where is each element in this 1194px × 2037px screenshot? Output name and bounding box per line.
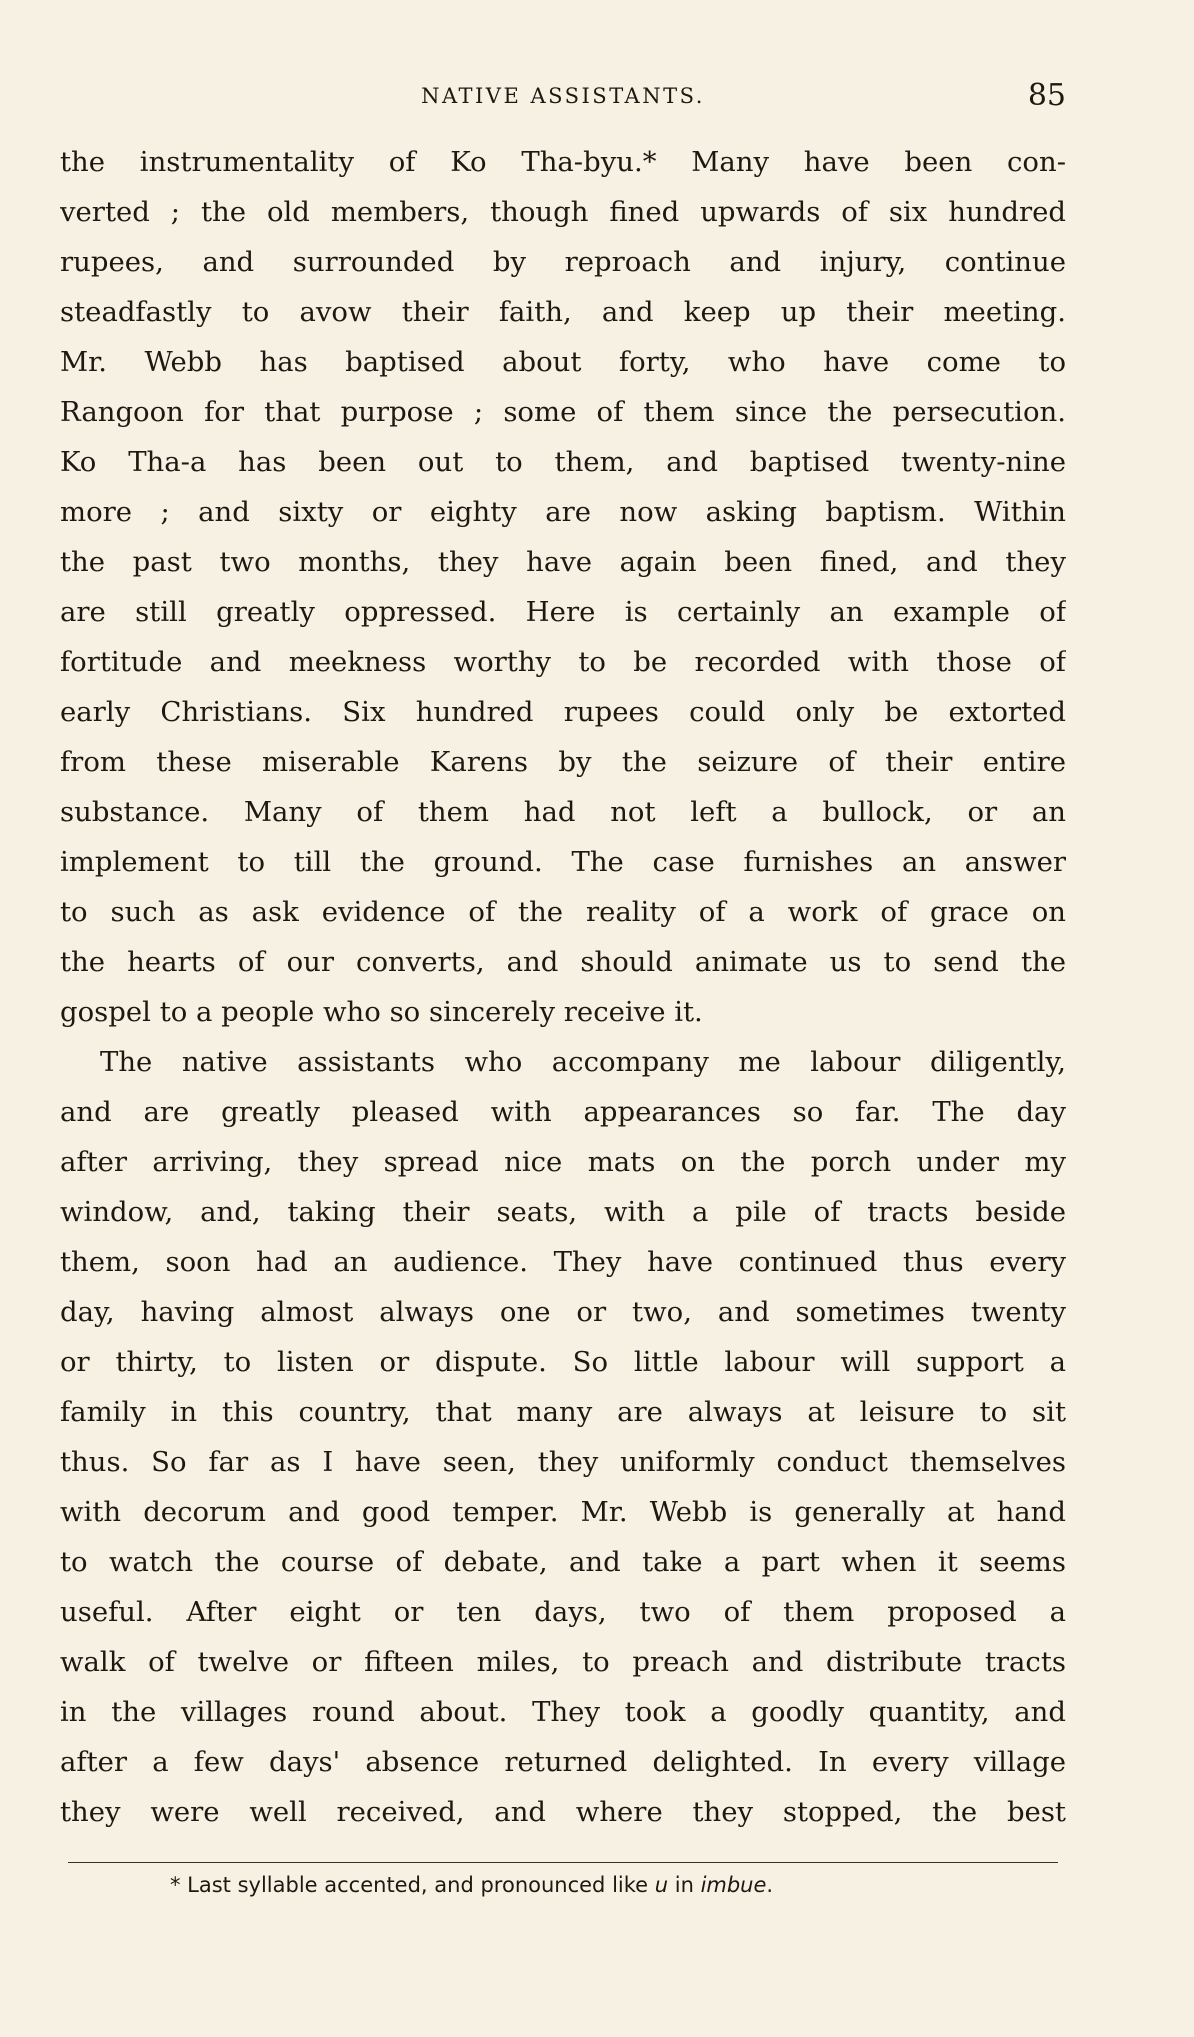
text-line: with decorum and good temper. Mr. Webb is generally at hand <box>60 1496 1066 1528</box>
text-line: they were well received, and where they stopped, the best <box>60 1796 1066 1828</box>
footnote <box>170 1868 773 1902</box>
text-line: more ; and sixty or eighty are now asking baptism. Within <box>60 496 1066 528</box>
text-line: Rangoon for that purpose ; some of them since the persecution. <box>60 396 1066 428</box>
text-line: verted ; the old members, though fined upwards of six hundred <box>60 196 1066 228</box>
text-line: useful. After eight or ten days, two of them proposed a <box>60 1596 1066 1628</box>
paragraph-end-line: gospel to a people who so sincerely receive it. <box>60 996 703 1028</box>
footnote-end: . <box>766 1873 774 1897</box>
text-line: after arriving, they spread nice mats on the porch under my <box>60 1146 1066 1178</box>
body-text <box>60 137 1066 1837</box>
text-line: window, and, taking their seats, with a pile of tracts beside <box>60 1196 1066 1228</box>
text-line: and are greatly pleased with appearances so far. The day <box>60 1096 1066 1128</box>
text-line: after a few days' absence returned delighted. In every village <box>60 1746 1066 1778</box>
text-line: implement to till the ground. The case furnishes an answer <box>60 846 1066 878</box>
running-head <box>60 78 1066 118</box>
footnote-text: Last syllable accented, and pronounced like <box>180 1873 655 1897</box>
text-line: to such as ask evidence of the reality of a work of grace on <box>60 896 1066 928</box>
text-line: are still greatly oppressed. Here is certainly an example of <box>60 596 1066 628</box>
footnote-text-middle: in <box>668 1873 701 1897</box>
text-line: rupees, and surrounded by reproach and injury, continue <box>60 246 1066 278</box>
page-number: 85 <box>1027 78 1066 113</box>
footnote-marker: * <box>170 1873 181 1897</box>
text-line: day, having almost always one or two, and sometimes twenty <box>60 1296 1066 1328</box>
text-line: the hearts of our converts, and should animate us to send the <box>60 946 1066 978</box>
text-line: the past two months, they have again been fined, and they <box>60 546 1066 578</box>
footnote-word: imbue <box>700 1873 767 1897</box>
text-line: in the villages round about. They took a goodly quantity, and <box>60 1696 1066 1728</box>
text-line: early Christians. Six hundred rupees could only be extorted <box>60 696 1066 728</box>
text-line: Mr. Webb has baptised about forty, who have come to <box>60 346 1066 378</box>
text-line: them, soon had an audience. They have continued thus every <box>60 1246 1066 1278</box>
footnote-divider <box>68 1862 1058 1863</box>
text-line: Ko Tha-a has been out to them, and baptised twenty-nine <box>60 446 1066 478</box>
running-title: NATIVE ASSISTANTS. <box>421 84 705 108</box>
text-line: to watch the course of debate, and take a part when it seems <box>60 1546 1066 1578</box>
text-line: walk of twelve or fifteen miles, to preach and distribute tracts <box>60 1646 1066 1678</box>
text-line: the instrumentality of Ko Tha-byu.* Many have been con- <box>60 146 1066 178</box>
text-line: thus. So far as I have seen, they uniformly conduct themselves <box>60 1446 1066 1478</box>
text-line: or thirty, to listen or dispute. So little labour will support a <box>60 1346 1066 1378</box>
text-line: steadfastly to avow their faith, and keep up their meeting. <box>60 296 1066 328</box>
text-line: family in this country, that many are always at leisure to sit <box>60 1396 1066 1428</box>
footnote-letter: u <box>654 1873 669 1897</box>
paragraph-start-line: The native assistants who accompany me labour diligently, <box>100 1046 1066 1078</box>
text-line: substance. Many of them had not left a bullock, or an <box>60 796 1066 828</box>
text-line: fortitude and meekness worthy to be recorded with those of <box>60 646 1066 678</box>
text-line: from these miserable Karens by the seizure of their entire <box>60 746 1066 778</box>
